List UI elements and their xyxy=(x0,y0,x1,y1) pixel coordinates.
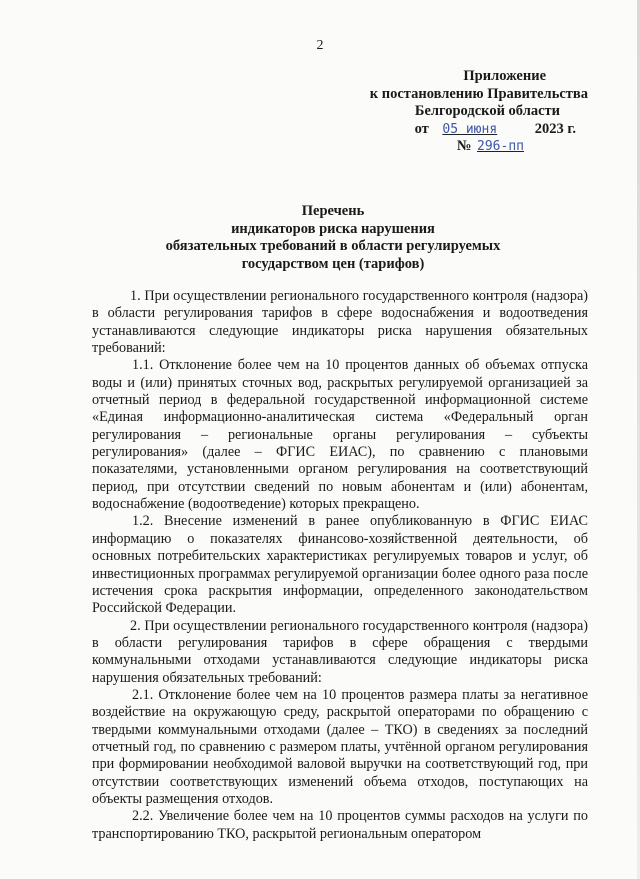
appendix-date xyxy=(338,121,588,139)
date-year: 2023 г. xyxy=(534,120,576,137)
appendix-resolution: к постановлению Правительства xyxy=(369,85,588,102)
heading-line-1: Перечень xyxy=(301,203,365,219)
appendix-region: Белгородской области xyxy=(414,103,560,119)
document-heading xyxy=(0,203,640,273)
number-handwritten: 296-пп xyxy=(477,139,524,154)
paragraph-1-2: 1.2. Внесение изменений в ранее опубликованную в ФГИС ЕИАС информацию о показателях финансово-хозяйственной деятельности, об основных потребительских характеристиках регулируемых товаров и услуг, об инвестиционных программах регулируемой организации более одного раза после истечения срока раскрытия информации, определенного законодательством Российской Федерации. xyxy=(92,513,588,617)
appendix-title: Приложение xyxy=(463,68,546,84)
document-body xyxy=(92,288,588,843)
number-prefix: № xyxy=(456,138,472,154)
paragraph-2: 2. При осуществлении регионального государственного контроля (надзора) в области регулирования тарифов в сфере обращения с твердыми коммунальными отходами устанавливаются следующие индикаторы риска нарушения обязательных требований: xyxy=(92,617,588,686)
appendix-block xyxy=(338,68,588,156)
date-prefix: от xyxy=(414,120,429,137)
date-day-handwritten: 05 июня xyxy=(442,121,498,137)
paragraph-1-1: 1.1. Отклонение более чем на 10 процентов данных об объемах отпуска воды и (или) принятых сточных вод, раскрытых регулируемой организацией за отчетный период в федеральной государственной информационной системе «Единая информационно-аналитическая система «Федеральный орган регулирования – региональные органы регулирования – субъекты регулирования» (далее – ФГИС ЕИАС), по сравнению с плановыми показателями, установленными органом регулирования на соответствующий период, при отсутствии сведений по новым абонентам и (или) абонентам, водоснабжение (водоотведение) которых прекращено. xyxy=(92,357,588,513)
heading-line-3: обязательных требований в области регулируемых xyxy=(165,238,501,254)
paragraph-1: 1. При осуществлении регионального государственного контроля (надзора) в области регулирования тарифов в сфере водоснабжения и водоотведения устанавливаются следующие индикаторы риска нарушения обязательных требований: xyxy=(92,288,588,357)
heading-line-4: государством цен (тарифов) xyxy=(241,255,425,272)
paragraph-2-2: 2.2. Увеличение более чем на 10 процентов суммы расходов на услуги по транспортированию ТКО, раскрытой региональным оператором xyxy=(92,808,588,842)
heading-line-2: индикаторов риска нарушения xyxy=(231,220,435,237)
page-number: 2 xyxy=(316,38,324,53)
paragraph-2-1: 2.1. Отклонение более чем на 10 процентов размера платы за негативное воздействие на окружающую среду, раскрытой операторами по обращению с твердыми коммунальными отходами (далее – ТКО) в сведениях за последний отчетный год, по сравнению с размером платы, учтённой органом регулирования при формировании необходимой валовой выручки на соответствующий год, при отсутствии соответствующих изменений объема отходов, поступающих на объекты размещения отходов. xyxy=(92,686,588,807)
appendix-number xyxy=(338,138,588,156)
